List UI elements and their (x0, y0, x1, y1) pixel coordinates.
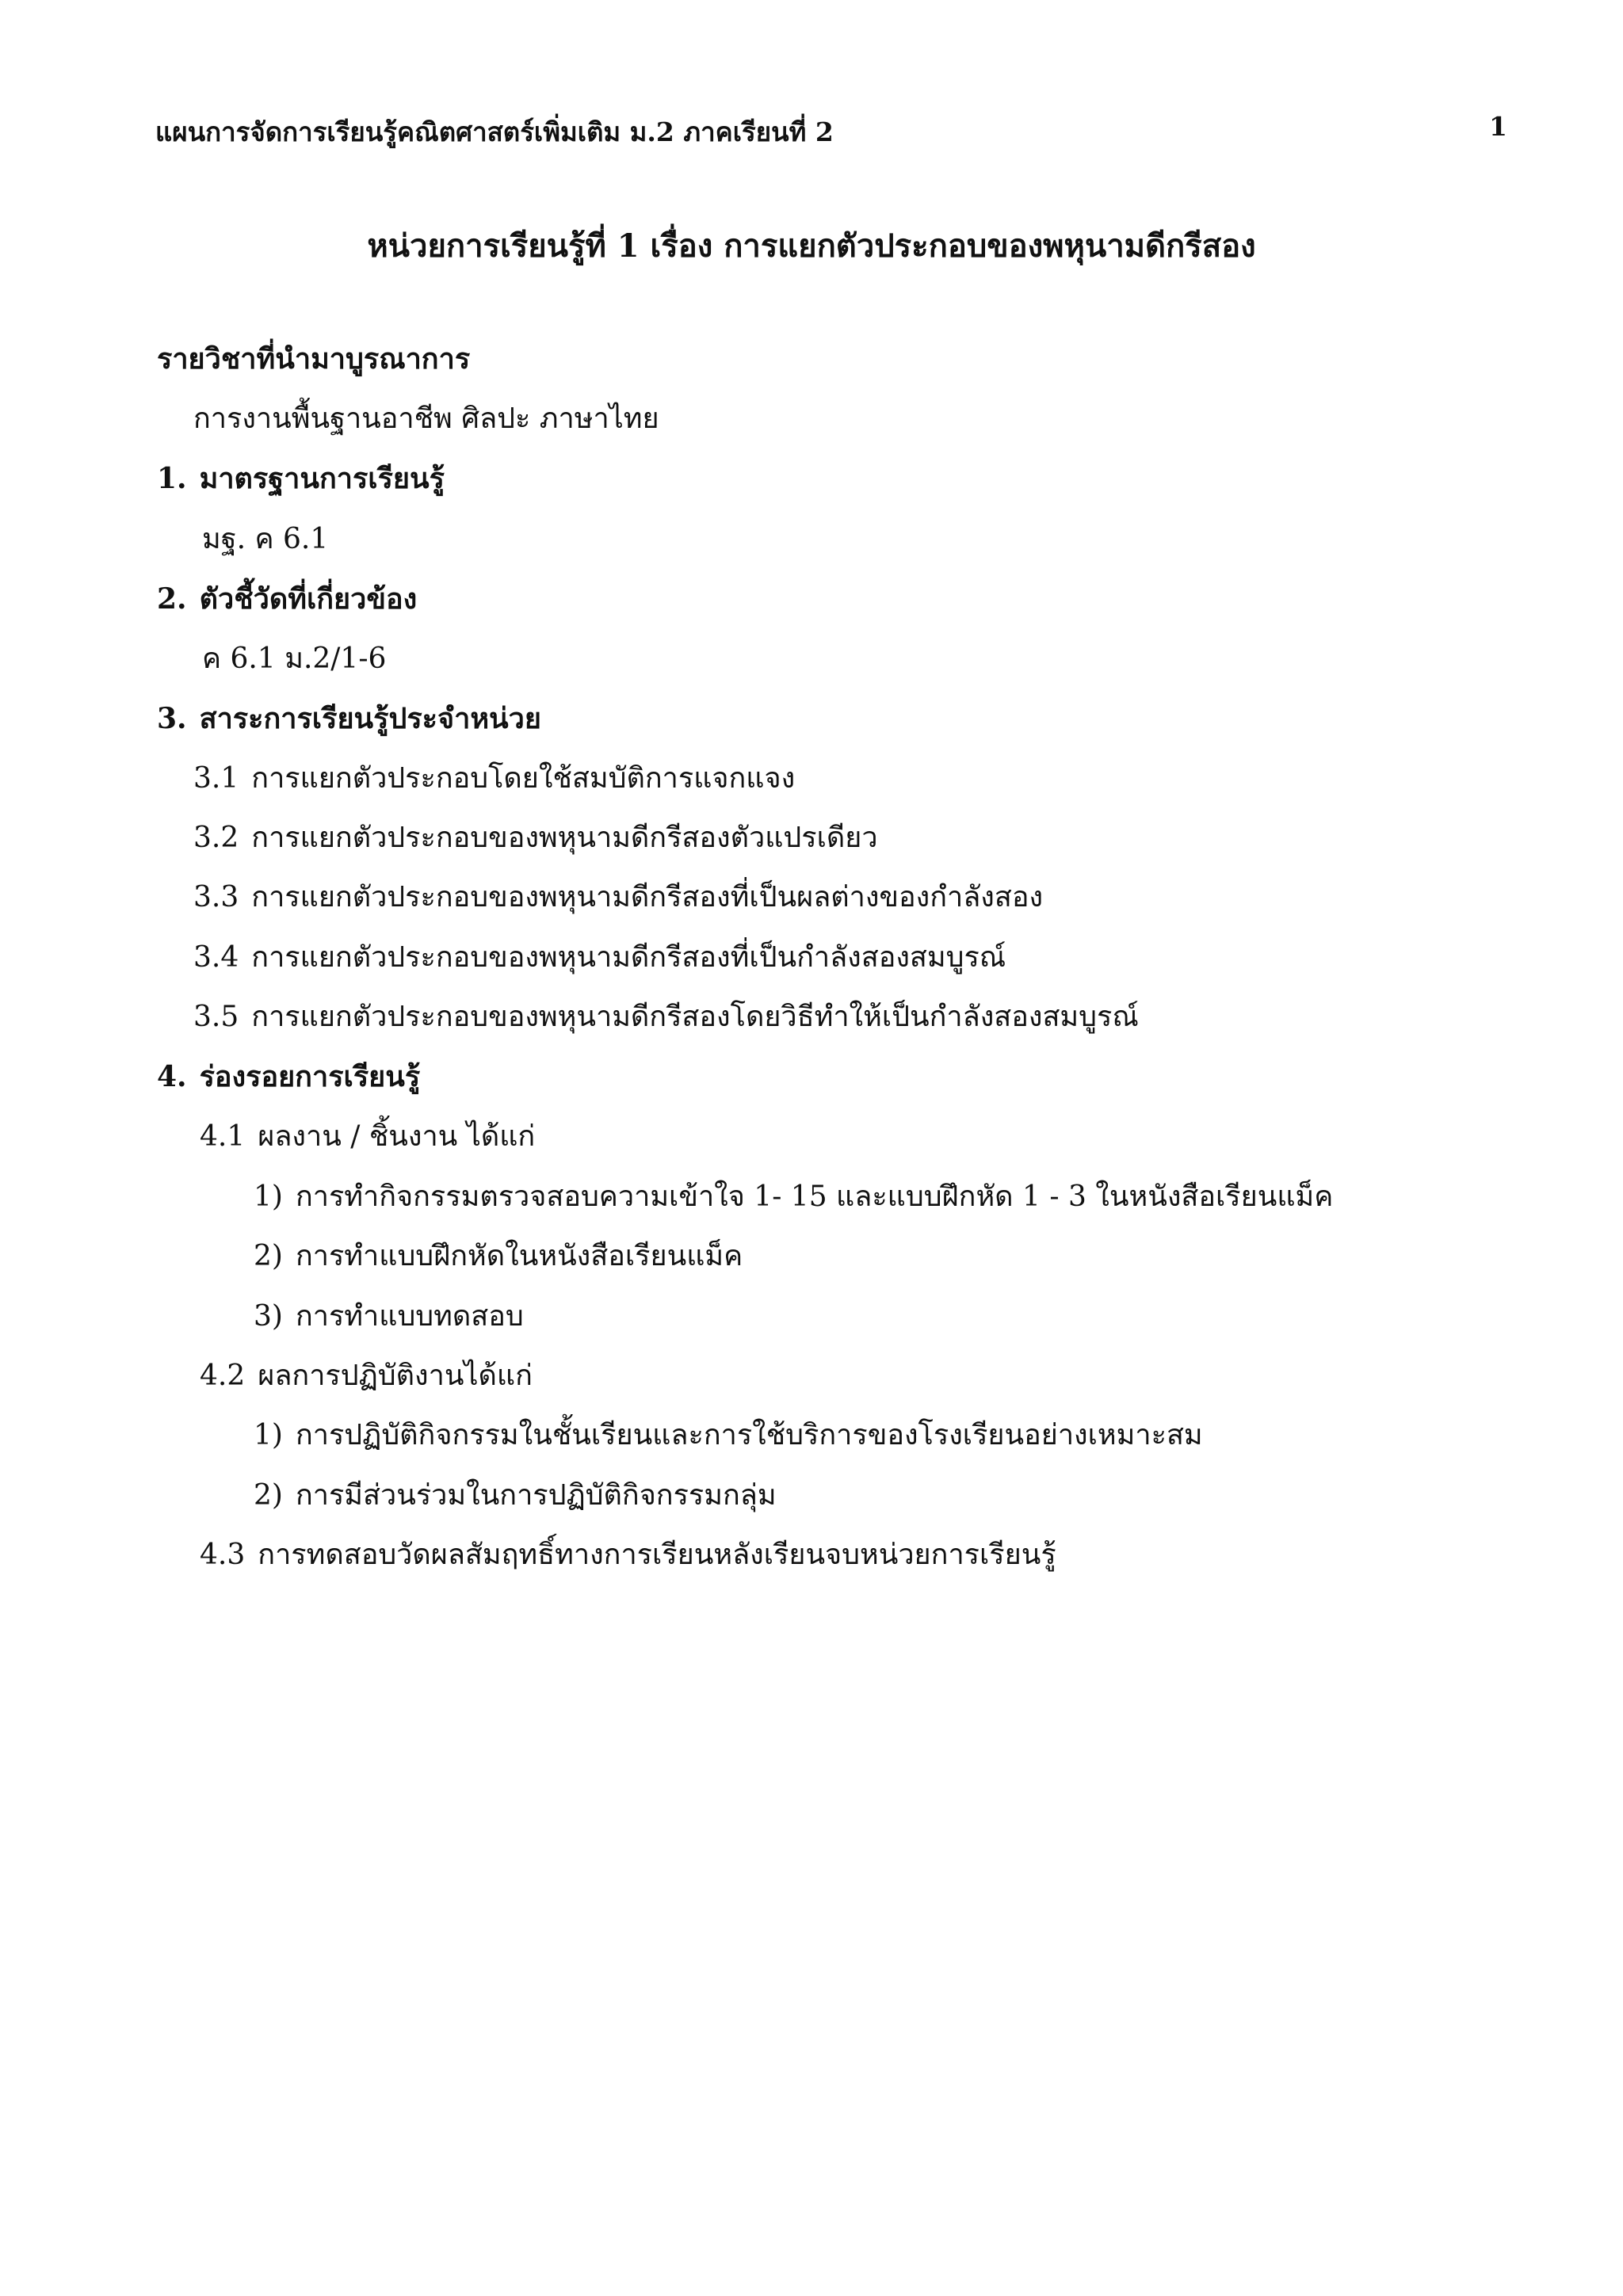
list-item-text: การแยกตัวประกอบของพหุนามดีกรีสองโดยวิธีทำให้เป็นกำลังสองสมบูรณ์ (251, 1001, 1139, 1033)
section-1-number: 1. (157, 462, 187, 495)
subsection-number: 4.2 (200, 1360, 246, 1392)
section-4-number: 4. (157, 1060, 187, 1093)
list-item (254, 1239, 743, 1273)
list-item-number: 3.4 (193, 941, 239, 974)
section-3-title: สาระการเรียนรู้ประจำหน่วย (199, 702, 541, 735)
list-item (254, 1180, 1333, 1214)
list-item-number: 2) (254, 1240, 283, 1272)
list-item-number: 3.5 (193, 1001, 239, 1033)
subsection-text: ผลการปฏิบัติงานได้แก่ (258, 1360, 533, 1392)
list-item-number: 3.1 (193, 762, 239, 795)
subsection-4-2 (200, 1359, 533, 1393)
section-4-title: ร่องรอยการเรียนรู้ (199, 1060, 421, 1093)
running-header: แผนการจัดการเรียนรู้คณิตศาสตร์เพิ่มเติม ม.2 ภาคเรียนที่ 2 (155, 116, 834, 147)
section-1-title: มาตรฐานการเรียนรู้ (199, 462, 445, 495)
list-item-text: การแยกตัวประกอบของพหุนามดีกรีสองที่เป็นผลต่างของกำลังสอง (251, 881, 1044, 913)
list-item-text: การมีส่วนร่วมในการปฏิบัติกิจกรรมกลุ่ม (295, 1479, 777, 1512)
list-item (193, 1000, 1139, 1034)
list-item-text: การปฏิบัติกิจกรรมในชั้นเรียนและการใช้บริการของโรงเรียนอย่างเหมาะสม (295, 1419, 1203, 1451)
list-item-text: การแยกตัวประกอบของพหุนามดีกรีสองที่เป็นกำลังสองสมบูรณ์ (251, 941, 1006, 974)
list-item (254, 1478, 777, 1512)
subsection-4-1 (200, 1119, 535, 1154)
list-item-number: 1) (254, 1180, 283, 1213)
list-item (193, 940, 1006, 974)
subsection-number: 4.3 (200, 1539, 246, 1571)
section-2-text: ค 6.1 ม.2/1-6 (202, 643, 387, 675)
list-item-text: การทำแบบทดสอบ (295, 1300, 524, 1333)
list-item (254, 1418, 1203, 1452)
list-item (193, 761, 795, 795)
list-item-number: 3) (254, 1300, 283, 1333)
unit-title: หน่วยการเรียนรู้ที่ 1 เรื่อง การแยกตัวประกอบของพหุนามดีกรีสอง (367, 227, 1256, 265)
subsection-text: การทดสอบวัดผลสัมฤทธิ์ทางการเรียนหลังเรียนจบหน่วยการเรียนรู้ (258, 1539, 1056, 1571)
list-item-text: การแยกตัวประกอบของพหุนามดีกรีสองตัวแปรเดียว (251, 822, 878, 854)
section-2-number: 2. (157, 582, 187, 616)
list-item (193, 880, 1043, 914)
list-item-text: การแยกตัวประกอบโดยใช้สมบัติการแจกแจง (251, 762, 796, 795)
section-4-heading (157, 1060, 420, 1094)
list-item-number: 3.2 (193, 822, 239, 854)
list-item (193, 821, 878, 855)
integrated-text: การงานพื้นฐานอาชีพ ศิลปะ ภาษาไทย (193, 402, 659, 435)
list-item-number: 3.3 (193, 881, 239, 913)
list-item-text: การทำกิจกรรมตรวจสอบความเข้าใจ 1- 15 และแบบฝึกหัด 1 - 3 ในหนังสือเรียนแม็ค (295, 1180, 1334, 1213)
list-item-number: 1) (254, 1419, 283, 1451)
subsection-text: ผลงาน / ชิ้นงาน ได้แก่ (258, 1120, 536, 1153)
section-2-heading (157, 582, 417, 616)
subsection-number: 4.1 (200, 1120, 246, 1153)
list-item (254, 1299, 524, 1333)
section-1-heading (157, 462, 445, 496)
section-3-number: 3. (157, 702, 187, 735)
page-number: 1 (1489, 111, 1507, 142)
section-2-title: ตัวชี้วัดที่เกี่ยวข้อง (199, 582, 418, 616)
list-item-text: การทำแบบฝึกหัดในหนังสือเรียนแม็ค (295, 1240, 743, 1272)
section-1-text: มฐ. ค 6.1 (202, 523, 329, 555)
section-3-heading (157, 702, 541, 736)
integrated-heading: รายวิชาที่นำมาบูรณาการ (157, 342, 471, 376)
list-item-number: 2) (254, 1479, 283, 1512)
subsection-4-3 (200, 1538, 1056, 1572)
